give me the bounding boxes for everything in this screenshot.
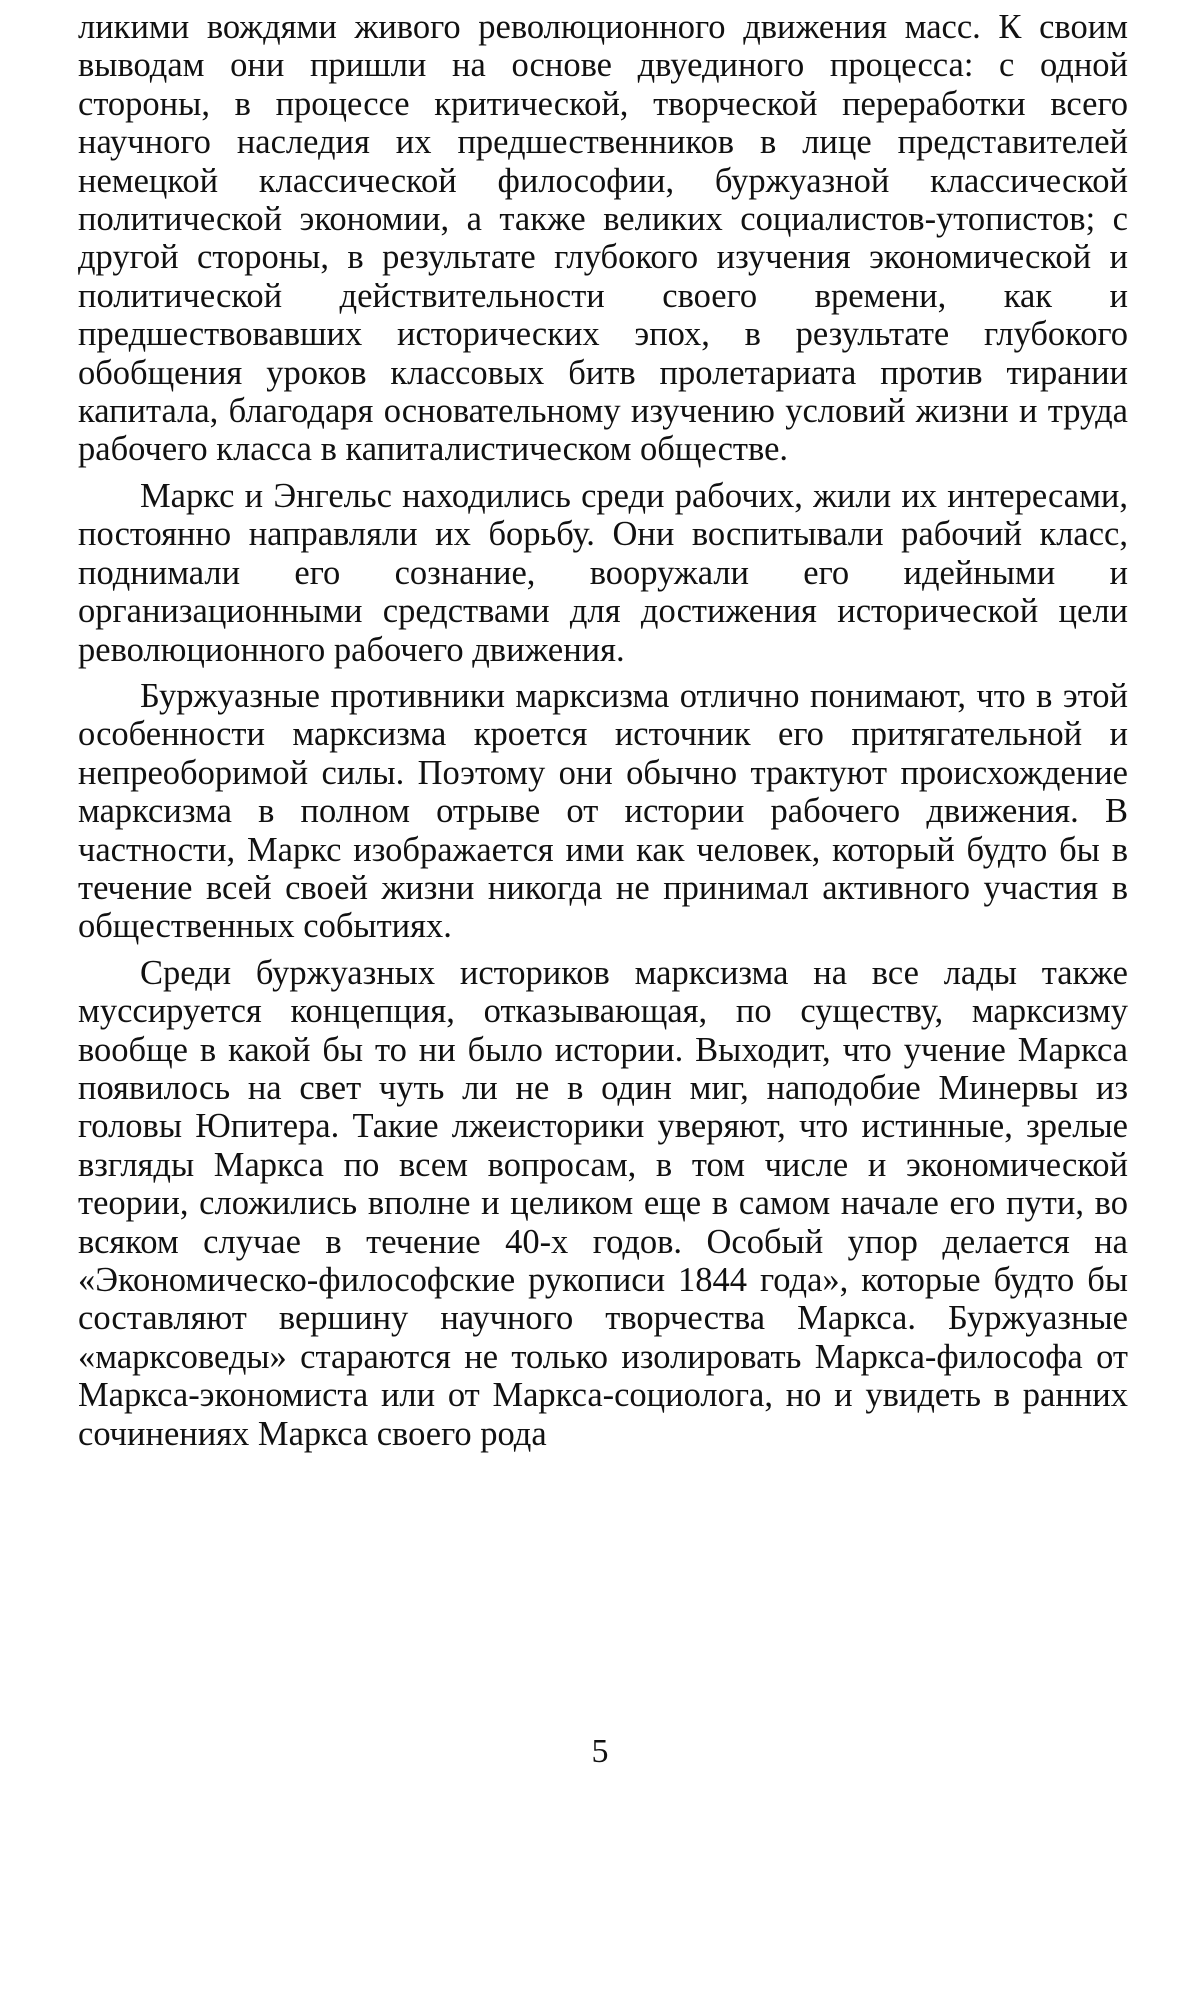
paragraph-bourgeois-opponents: Буржуазные противники марксизма отлично понимают, что в этой особенности марксизма кроется источник его притягательной и непреоборимой силы. Поэтому они обычно трактуют происхождение марксизма в полном отрыве от истории рабочего движения. В частности, Маркс изображается ими как человек, который будто бы в течение всей своей жизни никогда не принимал активного участия в общественных событиях.	[78, 676, 1128, 946]
paragraph-marx-engels: Маркс и Энгельс находились среди рабочих, жили их интересами, постоянно направляли их борьбу. Они воспитывали рабочий класс, поднимали его сознание, вооружали его идейными и организационными средствами для достижения исторической цели революционного рабочего движения.	[78, 476, 1128, 669]
page-body	[78, 8, 1128, 1453]
paragraph-bourgeois-historians: Среди буржуазных историков марксизма на все лады также муссируется концепция, отказывающая, по существу, марксизму вообще в какой бы то ни было истории. Выходит, что учение Маркса появилось на свет чуть ли не в один миг, наподобие Минервы из головы Юпитера. Такие лжеисторики уверяют, что истинные, зрелые взгляды Маркса по всем вопросам, в том числе и экономической теории, сложились вполне и целиком еще в самом начале его пути, во всяком случае в течение 40-х годов. Особый упор делается на «Экономическо-философские рукописи 1844 года», которые будто бы составляют вершину научного творчества Маркса. Буржуазные «марксоведы» стараются не только изолировать Маркса-философа от Маркса-экономиста или от Маркса-социолога, но и увидеть в ранних сочинениях Маркса своего рода	[78, 953, 1128, 1453]
paragraph-continuation: ликими вождями живого революционного движения масс. К своим выводам они пришли на основе двуединого процесса: с одной стороны, в процессе критической, творческой переработки всего научного наследия их предшественников в лице представителей немецкой классической философии, буржуазной классической политической экономии, а также великих социалистов-утопистов; с другой стороны, в результате глубокого изучения экономической и политической действительности своего времени, как и предшествовавших исторических эпох, в результате глубокого обобщения уроков классовых битв пролетариата против тирании капитала, благодаря основательному изучению условий жизни и труда рабочего класса в капиталистическом обществе.	[78, 8, 1128, 469]
page-number: 5	[591, 1733, 609, 1770]
